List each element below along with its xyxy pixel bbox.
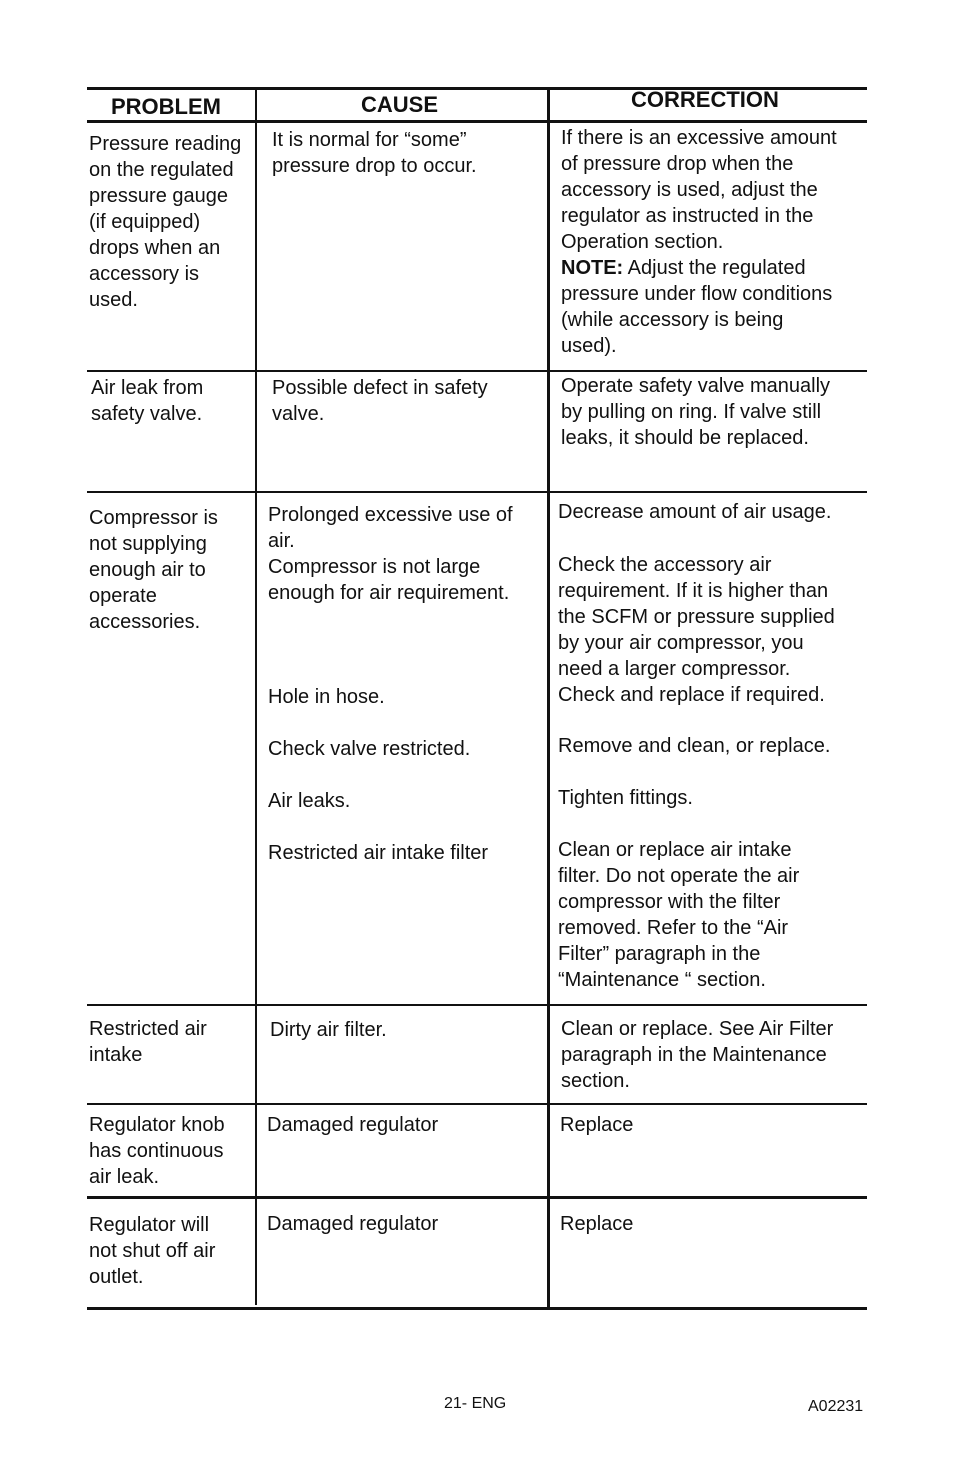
row6-cause: Damaged regulator [267,1213,439,1235]
row1-problem: Pressure reading on the regulated pressure gauge (if equipped) drops when an accessory is used. [89,133,242,311]
row3-cause-4: Air leaks. [268,790,351,812]
row3-cause-3: Check valve restricted. [268,738,471,760]
row2-correction: Operate safety valve manually by pulling on ring. If valve still leaks, it should be replaced. [561,375,831,449]
row1-note [561,255,837,359]
header-problem: PROBLEM [111,94,221,119]
row1-correction: If there is an excessive amount of pressure drop when the accessory is used, adjust the regulator as instructed in the Operation section. [561,127,837,253]
column-divider-1 [255,87,257,1305]
row3-cause-2: Hole in hose. [268,686,385,708]
note-text: Adjust the regulated pressure under flow conditions (while accessory is being used). [561,257,833,357]
column-divider-2 [547,87,550,1309]
table-bottom-rule [87,1307,867,1310]
row4-correction: Clean or replace. See Air Filter paragraph in the Maintenance section. [561,1018,834,1092]
row4-cause: Dirty air filter. [270,1019,387,1041]
row4-problem: Restricted air intake [89,1018,207,1066]
row-divider-4 [87,1004,867,1006]
row-divider-6 [87,1196,867,1199]
row2-cause: Possible defect in safety valve. [272,377,488,425]
row3-cause-5: Restricted air intake filter [268,842,489,864]
row-divider-2 [87,370,867,372]
row3-cause-1: Prolonged excessive use of air. Compressor is not large enough for air requirement. [268,504,513,604]
row6-correction: Replace [560,1213,634,1235]
row3-correction-1: Decrease amount of air usage. [558,501,832,523]
row6-problem: Regulator will not shut off air outlet. [89,1214,216,1288]
header-correction: CORRECTION [631,87,779,112]
row1-cause: It is normal for “some” pressure drop to occur. [272,129,477,177]
page-number: 21- ENG [444,1395,507,1412]
row2-problem: Air leak from safety valve. [91,377,204,425]
row3-problem: Compressor is not supplying enough air to operate accessories. [89,507,218,633]
row3-correction-2: Check the accessory air requirement. If it is higher than the SCFM or pressure supplied by your air compressor, you need a larger compressor. Check and replace if required. [558,554,835,706]
row3-correction-5: Clean or replace air intake filter. Do not operate the air compressor with the filter removed. Refer to the “Air Filter” paragraph in the “Maintenance “ section. [558,839,800,991]
row5-cause: Damaged regulator [267,1114,439,1136]
row5-problem: Regulator knob has continuous air leak. [89,1114,225,1188]
row1-correction-block [561,125,837,359]
row-divider-5 [87,1103,867,1105]
header-bottom-rule [87,120,867,123]
row-divider-3 [87,491,867,493]
document-code: A02231 [808,1398,864,1415]
row3-correction-4: Tighten fittings. [558,787,693,809]
note-label: NOTE: [561,257,624,279]
row5-correction: Replace [560,1114,634,1136]
row3-correction-3: Remove and clean, or replace. [558,735,831,757]
header-cause: CAUSE [361,92,439,117]
